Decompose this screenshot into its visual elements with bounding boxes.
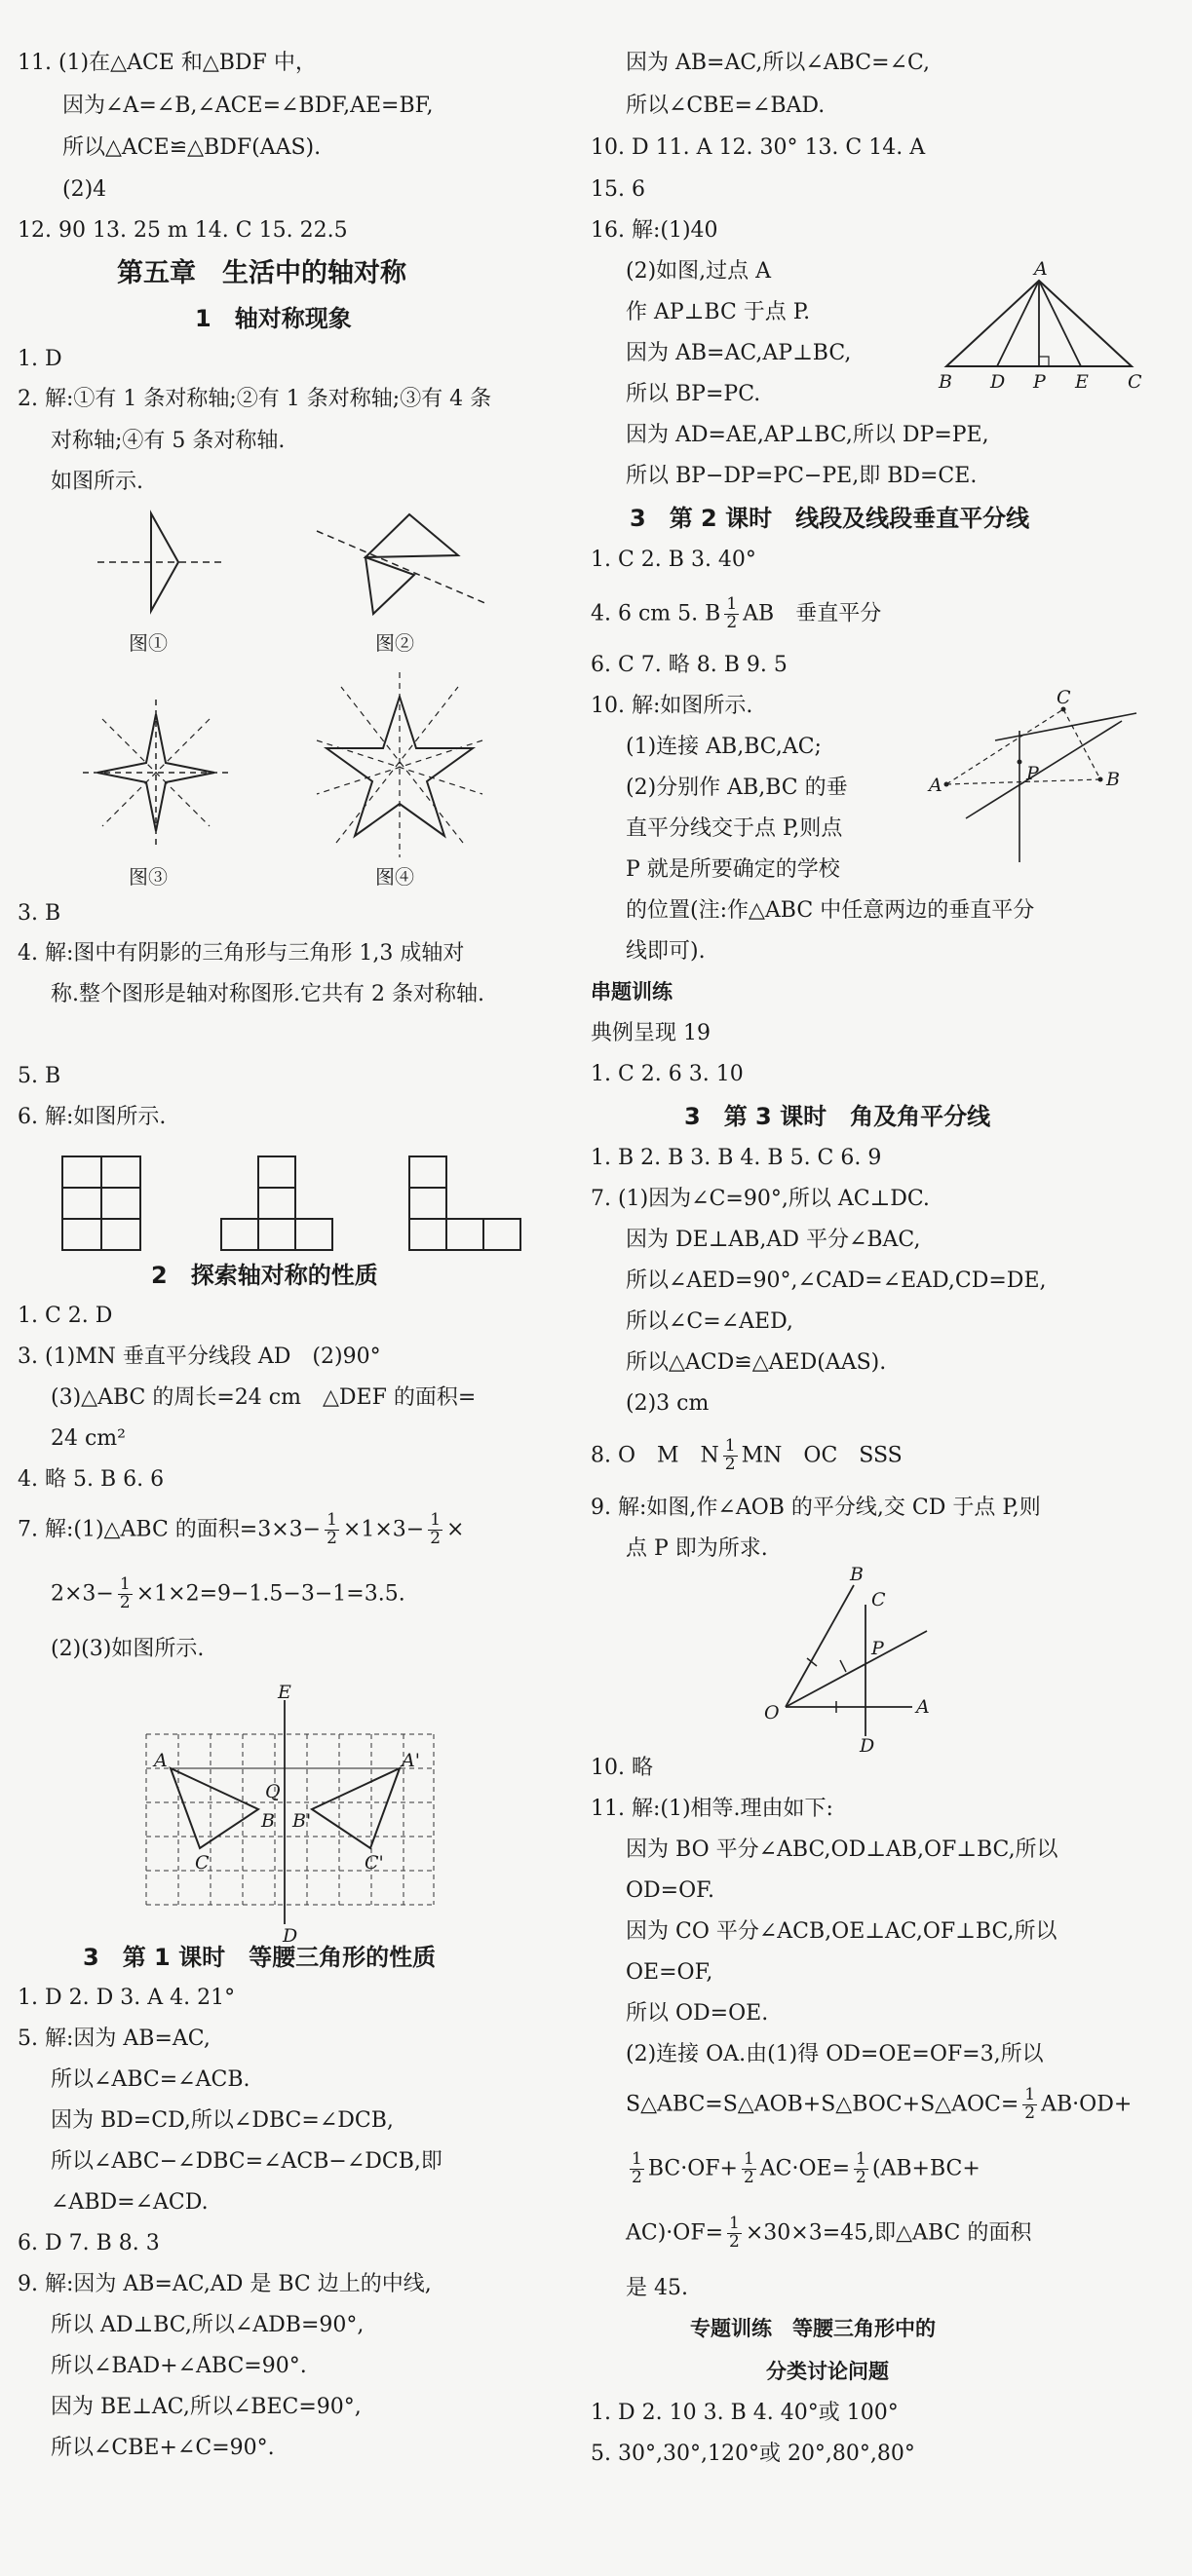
answer-b7-line2: 2×3− $\frac{1}{2}$ ×1×2=9−1.5−3−1=3.5.: [51, 1574, 405, 1612]
isosceles-triangle-figure: [937, 258, 1142, 393]
answer-c5-line3: 因为 BD=CD,所以∠DBC=∠DCB,: [51, 2108, 394, 2133]
answer-c9-line4: 因为 BE⊥AC,所以∠BEC=90°,: [51, 2395, 362, 2419]
answer-d10-line4: 直平分线交于点 P,则点: [626, 816, 843, 841]
answer-f9-line2: 点 P 即为所求.: [626, 1536, 768, 1561]
answer-2-line3: 如图所示.: [51, 470, 143, 494]
answer-f7-line2: 因为 DE⊥AB,AD 平分∠BAC,: [626, 1228, 921, 1252]
answer-f9-line1: 9. 解:如图,作∠AOB 的平分线,交 CD 于点 P,则: [591, 1496, 1041, 1520]
answer-c9-line1: 9. 解:因为 AB=AC,AD 是 BC 边上的中线,: [18, 2272, 432, 2296]
answer-f11-line6: 所以 OD=OE.: [626, 2001, 769, 2026]
chapter-title: 第五章 生活中的轴对称: [117, 258, 406, 288]
section-title-1: 1 轴对称现象: [195, 305, 352, 332]
answer-f11-line5: OE=OF,: [626, 1960, 713, 1985]
answer-r16-line6: 因为 AD=AE,AP⊥BC,所以 DP=PE,: [626, 423, 989, 447]
bisector-label-a: A: [929, 775, 942, 796]
symmetry-figure-3: [83, 700, 229, 846]
answer-b7-line3: (2)(3)如图所示.: [51, 1637, 205, 1661]
answer-f7-line1: 7. (1)因为∠C=90°,所以 AC⊥DC.: [591, 1187, 930, 1211]
answers-c6-8: 6. D 7. B 8. 3: [18, 2231, 160, 2255]
answers-d1-3: 1. C 2. B 3. 40°: [591, 548, 756, 572]
squares-figure-1: [60, 1155, 148, 1252]
answer-d10-line2: (1)连接 AB,BC,AC;: [626, 735, 822, 759]
answer-r16-line7: 所以 BP−DP=PC−PE,即 BD=CE.: [626, 464, 978, 488]
angle-label-b: B: [850, 1564, 864, 1585]
special-training-title-line1: 专题训练 等腰三角形中的: [690, 2317, 936, 2340]
answer-c9-line3: 所以∠BAD+∠ABC=90°.: [51, 2354, 307, 2378]
answer-4-line2: 称.整个图形是轴对称图形.它共有 2 条对称轴.: [51, 982, 484, 1006]
answer-c5-line1: 5. 解:因为 AB=AC,: [18, 2027, 211, 2051]
bisector-label-b: B: [1106, 769, 1120, 790]
symmetry-figure-1: [93, 509, 239, 606]
answer-f7-line3: 所以∠AED=90°,∠CAD=∠EAD,CD=DE,: [626, 1269, 1047, 1293]
continuation-line2: 所以∠CBE=∠BAD.: [626, 94, 826, 118]
grid-label-c: C: [195, 1852, 210, 1874]
grid-label-a-prime: A': [402, 1750, 420, 1771]
continuation-line1: 因为 AB=AC,所以∠ABC=∠C,: [626, 51, 931, 75]
answer-c9-line5: 所以∠CBE+∠C=90°.: [51, 2436, 275, 2460]
angle-label-p: P: [871, 1638, 884, 1659]
tri-label-b: B: [939, 371, 952, 393]
answer-f11-end: 是 45.: [626, 2276, 688, 2300]
grid-label-e: E: [278, 1682, 291, 1703]
answer-r16-line4: 因为 AB=AC,AP⊥BC,: [626, 341, 852, 365]
answer-11-line3: 所以△ACE≌△BDF(AAS).: [62, 135, 322, 160]
answer-f10: 10. 略: [591, 1756, 653, 1780]
answer-r15: 15. 6: [591, 177, 645, 202]
answer-f11-line1: 11. 解:(1)相等.理由如下:: [591, 1797, 833, 1821]
bisector-label-p: P: [1026, 763, 1039, 784]
answer-f7-line4: 所以∠C=∠AED,: [626, 1309, 793, 1334]
answer-11-line4: (2)4: [62, 177, 107, 202]
answer-d10-line6: 的位置(注:作△ABC 中任意两边的垂直平分: [626, 898, 1035, 923]
tri-label-e: E: [1075, 371, 1089, 393]
figure-2-caption: 图②: [375, 631, 414, 655]
squares-figure-3: [407, 1155, 524, 1252]
answer-1: 1. D: [18, 347, 62, 371]
answer-f11-line3: OD=OF.: [626, 1878, 714, 1903]
answer-4-line1: 4. 解:图中有阴影的三角形与三角形 1,3 成轴对: [18, 941, 465, 966]
answer-b3-line3: 24 cm²: [51, 1426, 126, 1451]
answer-b3-line1: 3. (1)MN 垂直平分线段 AD (2)90°: [18, 1345, 381, 1369]
answer-3: 3. B: [18, 901, 61, 926]
answer-5: 5. B: [18, 1064, 61, 1088]
answer-2-line2: 对称轴;④有 5 条对称轴.: [51, 429, 286, 453]
tri-label-p: P: [1033, 371, 1046, 393]
answer-d10-line1: 10. 解:如图所示.: [591, 694, 753, 718]
grid-label-d: D: [283, 1925, 298, 1947]
answer-f11-line2: 因为 BO 平分∠ABC,OD⊥AB,OF⊥BC,所以: [626, 1837, 1058, 1862]
answer-f7-line5: 所以△ACD≌△AED(AAS).: [626, 1350, 887, 1375]
answer-6: 6. 解:如图所示.: [18, 1105, 167, 1129]
answers-d6-9: 6. C 7. 略 8. B 9. 5: [591, 653, 788, 677]
answer-b7-line1: 7. 解:(1)△ABC 的面积=3×3− $\frac{1}{2}$ ×1×3− $\frac{1}{2}$ ×: [18, 1510, 465, 1548]
grid-label-b: B: [261, 1810, 275, 1832]
answer-d10-line5: P 就是所要确定的学校: [626, 857, 840, 882]
answer-b3-line2: (3)△ABC 的周长=24 cm △DEF 的面积=: [51, 1385, 477, 1410]
answer-r16-line3: 作 AP⊥BC 于点 P.: [626, 300, 811, 324]
answer-f7-line6: (2)3 cm: [626, 1391, 710, 1416]
answer-f11-line4: 因为 CO 平分∠ACB,OE⊥AC,OF⊥BC,所以: [626, 1919, 1057, 1944]
answer-c5-line4: 所以∠ABC−∠DBC=∠ACB−∠DCB,即: [51, 2149, 442, 2174]
answer-d10-line7: 线即可).: [626, 939, 706, 964]
answer-c9-line2: 所以 AD⊥BC,所以∠ADB=90°,: [51, 2313, 365, 2337]
section-title-3-1: 3 第 1 课时 等腰三角形的性质: [83, 1944, 437, 1971]
answer-r16-line5: 所以 BP=PC.: [626, 382, 761, 406]
symmetry-figure-4: [312, 672, 487, 857]
tri-label-a: A: [1034, 258, 1048, 280]
answers-e1-3: 1. C 2. 6 3. 10: [591, 1062, 744, 1086]
section-title-3-3: 3 第 3 课时 角及角平分线: [684, 1103, 991, 1130]
answer-c5-line5: ∠ABD=∠ACD.: [51, 2190, 209, 2215]
special-training-title-line2: 分类讨论问题: [766, 2360, 889, 2383]
section-title-3-2: 3 第 2 课时 线段及线段垂直平分线: [630, 505, 1030, 532]
answers-c1-4: 1. D 2. D 3. A 4. 21°: [18, 1986, 236, 2010]
answer-f11-area-line3: AC)·OF= $\frac{1}{2}$ ×30×3=45,即△ABC 的面积: [626, 2214, 1032, 2252]
answer-11-line2: 因为∠A=∠B,∠ACE=∠BDF,AE=BF,: [62, 94, 434, 118]
answers-f1-6: 1. B 2. B 3. B 4. B 5. C 6. 9: [591, 1146, 882, 1170]
series-training-heading: 串题训练: [591, 980, 673, 1004]
answers-12-15: 12. 90 13. 25 m 14. C 15. 22.5: [18, 218, 348, 243]
angle-label-d: D: [860, 1735, 875, 1757]
answer-f11-area-line2: $\frac{1}{2}$ BC·OF+ $\frac{1}{2}$ AC·OE= $\frac{1}{2}$ (AB+BC+: [632, 2149, 981, 2187]
figure-1-caption: 图①: [129, 631, 168, 655]
angle-label-o: O: [764, 1702, 780, 1724]
answer-c5-line2: 所以∠ABC=∠ACB.: [51, 2067, 250, 2092]
answer-g5: 5. 30°,30°,120°或 20°,80°,80°: [591, 2442, 915, 2466]
perpendicular-bisector-figure: [927, 687, 1151, 872]
answer-f11-area-line1: S△ABC=S△AOB+S△BOC+S△AOC= $\frac{1}{2}$ AB·OD+: [626, 2085, 1133, 2123]
grid-label-c-prime: C': [365, 1852, 384, 1874]
answers-b1-2: 1. C 2. D: [18, 1304, 113, 1328]
answer-f11-line7: (2)连接 OA.由(1)得 OD=OE=OF=3,所以: [626, 2042, 1044, 2066]
tri-label-d: D: [990, 371, 1006, 393]
answer-r16-line2: (2)如图,过点 A: [626, 259, 772, 284]
answer-2-line1: 2. 解:①有 1 条对称轴;②有 1 条对称轴;③有 4 条: [18, 387, 492, 411]
squares-figure-2: [219, 1155, 336, 1252]
angle-label-c: C: [871, 1589, 886, 1610]
tri-label-c: C: [1128, 371, 1142, 393]
grid-label-b-prime: B': [292, 1810, 312, 1832]
section-title-2: 2 探索轴对称的性质: [151, 1262, 378, 1289]
answers-d4-5: 4. 6 cm 5. B $\frac{1}{2}$ AB 垂直平分: [591, 594, 882, 632]
angle-bisector-figure: [756, 1564, 961, 1757]
answer-f8: 8. O M N $\frac{1}{2}$ MN OC SSS: [591, 1436, 903, 1474]
symmetry-figure-2: [317, 507, 492, 624]
angle-label-a: A: [916, 1696, 930, 1718]
grid-label-a: A: [154, 1750, 168, 1771]
answer-r16-line1: 16. 解:(1)40: [591, 218, 718, 243]
figure-4-caption: 图④: [375, 865, 414, 889]
answers-g1-4: 1. D 2. 10 3. B 4. 40°或 100°: [591, 2401, 899, 2425]
answer-d10-line3: (2)分别作 AB,BC 的垂: [626, 776, 848, 800]
reflection-grid-figure: [136, 1682, 448, 1947]
answers-b4-6: 4. 略 5. B 6. 6: [18, 1467, 165, 1492]
example-heading: 典例呈现 19: [591, 1021, 711, 1045]
grid-label-q: Q: [265, 1781, 281, 1802]
figure-3-caption: 图③: [129, 865, 168, 889]
answers-r10-14: 10. D 11. A 12. 30° 13. C 14. A: [591, 135, 926, 160]
answer-11-line1: 11. (1)在△ACE 和△BDF 中，: [18, 51, 317, 75]
bisector-label-c: C: [1057, 687, 1071, 708]
